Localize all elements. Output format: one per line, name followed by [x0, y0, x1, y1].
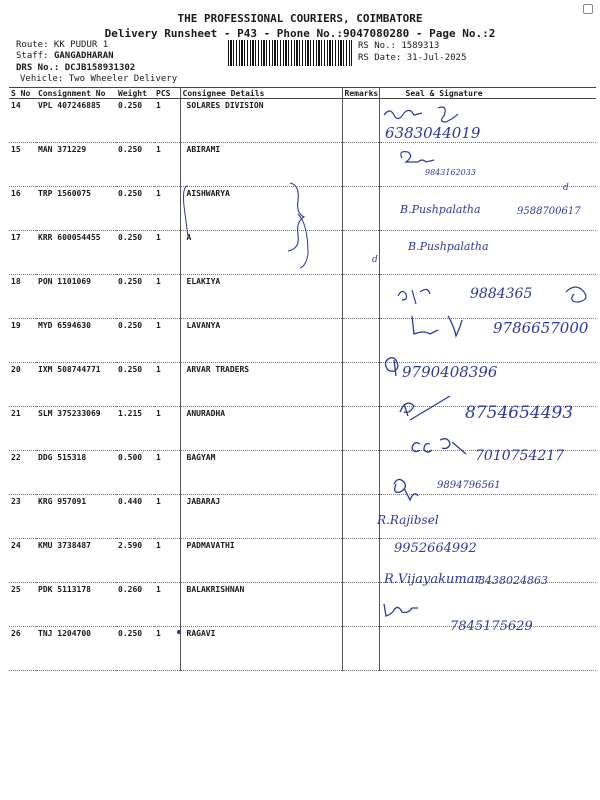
- cell-consignee: RAGAVI: [180, 627, 342, 671]
- cell-remarks: [342, 231, 379, 275]
- cell-consignee: JABARAJ: [180, 495, 342, 539]
- cell-remarks: [342, 143, 379, 187]
- cell-sno: 24: [9, 539, 36, 583]
- cell-consignment-no: TNJ 1204700: [36, 627, 116, 671]
- cell-consignee: LAVANYA: [180, 319, 342, 363]
- table-header-row: [9, 88, 596, 99]
- handwritten-name: R.Vijayakumar: [384, 572, 481, 587]
- table-row: [9, 583, 596, 627]
- cell-signature: [379, 99, 596, 143]
- cell-pcs: 1: [154, 99, 180, 143]
- cell-consignment-no: VPL 407246885: [36, 99, 116, 143]
- table-row: [9, 451, 596, 495]
- cell-consignment-no: DDG 515318: [36, 451, 116, 495]
- table-row: [9, 143, 596, 187]
- cell-weight: 0.250: [116, 275, 154, 319]
- cell-consignee: PADMAVATHI: [180, 539, 342, 583]
- cell-consignee: ABIRAMI: [180, 143, 342, 187]
- handwritten-phone: 6383044019: [385, 124, 481, 142]
- cell-signature: [379, 539, 596, 583]
- tick-mark: d: [563, 183, 569, 193]
- runsheet-subtitle: Delivery Runsheet - P43 - Phone No.:9047080280 - Page No.:2: [104, 27, 496, 40]
- handwritten-phone: 9790408396: [402, 363, 498, 381]
- handwritten-phone: 7010754217: [475, 448, 565, 464]
- cell-weight: 0.250: [116, 99, 154, 143]
- handwritten-phone: 9843162033: [425, 168, 476, 177]
- barcode-image: [228, 40, 352, 66]
- cell-sno: 17: [9, 231, 36, 275]
- handwritten-phone: 7845175629: [450, 619, 533, 634]
- cell-pcs: 1: [154, 451, 180, 495]
- cell-weight: 0.250: [116, 187, 154, 231]
- cell-sno: 16: [9, 187, 36, 231]
- cell-signature: [379, 143, 596, 187]
- cell-signature: [379, 231, 596, 275]
- handwritten-name: B.Pushpalatha: [408, 240, 489, 253]
- cell-consignee: BALAKRISHNAN: [180, 583, 342, 627]
- cell-consignment-no: KRR 600054455: [36, 231, 116, 275]
- cell-signature: [379, 407, 596, 451]
- staff-line: [16, 51, 114, 61]
- cell-weight: 0.250: [116, 231, 154, 275]
- cell-consignee: A: [180, 231, 342, 275]
- table-row: [9, 99, 596, 143]
- col-header-pcs: PCS: [154, 88, 180, 99]
- document-title: THE PROFESSIONAL COURIERS, COIMBATORE: [177, 12, 423, 25]
- staff-label: Staff:: [16, 51, 54, 61]
- table-row: [9, 275, 596, 319]
- cell-weight: 1.215: [116, 407, 154, 451]
- cell-weight: 0.440: [116, 495, 154, 539]
- cell-consignee: ELAKIYA: [180, 275, 342, 319]
- col-header-weight: Weight: [116, 88, 154, 99]
- cell-consignment-no: KMU 3738487: [36, 539, 116, 583]
- cell-remarks: [342, 319, 379, 363]
- table-row: [9, 407, 596, 451]
- cell-signature: [379, 451, 596, 495]
- cell-remarks: [342, 627, 379, 671]
- runsheet-table: [9, 87, 596, 671]
- cell-consignee: SOLARES DIVISION: [180, 99, 342, 143]
- cell-consignee: ANURADHA: [180, 407, 342, 451]
- cell-pcs: 1: [154, 187, 180, 231]
- cell-consignee: AISHWARYA: [180, 187, 342, 231]
- cell-consignment-no: TRP 1560075: [36, 187, 116, 231]
- cell-pcs: 1: [154, 627, 180, 671]
- cell-consignment-no: SLM 375233069: [36, 407, 116, 451]
- col-header-remarks: Remarks: [342, 88, 379, 99]
- cell-weight: 0.250: [116, 143, 154, 187]
- route-text: Route: KK PUDUR 1: [16, 40, 109, 50]
- cell-pcs: 1: [154, 583, 180, 627]
- cell-remarks: [342, 451, 379, 495]
- cell-weight: 0.250: [116, 319, 154, 363]
- cell-signature: [379, 275, 596, 319]
- cell-sno: 15: [9, 143, 36, 187]
- cell-sno: 19: [9, 319, 36, 363]
- cell-consignment-no: MAN 371229: [36, 143, 116, 187]
- drs-number: DRS No.: DCJB158931302: [16, 63, 136, 73]
- cell-sno: 23: [9, 495, 36, 539]
- cell-sno: 20: [9, 363, 36, 407]
- cell-sno: 14: [9, 99, 36, 143]
- cell-pcs: 1: [154, 495, 180, 539]
- cell-pcs: 1: [154, 319, 180, 363]
- table-row: [9, 539, 596, 583]
- table-row: [9, 495, 596, 539]
- cell-remarks: [342, 275, 379, 319]
- handwritten-name: B.Pushpalatha: [400, 203, 481, 216]
- cell-remarks: [342, 495, 379, 539]
- table-row: [9, 627, 596, 671]
- cell-pcs: 1: [154, 143, 180, 187]
- cell-pcs: 1: [154, 407, 180, 451]
- cell-consignment-no: KRG 957091: [36, 495, 116, 539]
- cell-pcs: 1: [154, 363, 180, 407]
- handwritten-phone: 9588700617: [517, 206, 581, 217]
- cell-sno: 21: [9, 407, 36, 451]
- cell-remarks: [342, 583, 379, 627]
- cell-signature: [379, 627, 596, 671]
- cell-remarks: [342, 407, 379, 451]
- handwritten-phone: 9884365: [470, 286, 533, 302]
- handwritten-phone: 9786657000: [493, 319, 589, 337]
- cell-remarks: [342, 363, 379, 407]
- cell-signature: [379, 583, 596, 627]
- cell-consignee: BAGYAM: [180, 451, 342, 495]
- handwritten-phone: 9952664992: [394, 541, 477, 556]
- col-header-consignment: Consignment No: [36, 88, 116, 99]
- handwritten-phone: 8438024863: [478, 574, 548, 587]
- tick-mark: d: [372, 255, 378, 265]
- cell-weight: 0.250: [116, 363, 154, 407]
- cell-remarks: [342, 187, 379, 231]
- col-header-consignee: Consignee Details: [180, 88, 342, 99]
- cell-consignment-no: MYD 6594630: [36, 319, 116, 363]
- col-header-sno: S No: [9, 88, 36, 99]
- staff-name: GANGADHARAN: [53, 51, 114, 61]
- handwritten-phone: 9894796561: [437, 480, 501, 491]
- cell-sno: 26: [9, 627, 36, 671]
- cell-sno: 25: [9, 583, 36, 627]
- table-row: [9, 187, 596, 231]
- handwritten-phone: 8754654493: [465, 403, 574, 423]
- cell-weight: 0.500: [116, 451, 154, 495]
- cell-consignment-no: PON 1101069: [36, 275, 116, 319]
- cell-consignment-no: IXM 508744771: [36, 363, 116, 407]
- cell-consignee: ARVAR TRADERS: [180, 363, 342, 407]
- col-header-signature: Seal & Signature: [379, 88, 596, 99]
- cell-weight: 0.250: [116, 627, 154, 671]
- table-row: [9, 231, 596, 275]
- cell-pcs: 1: [154, 231, 180, 275]
- cell-sno: 18: [9, 275, 36, 319]
- cell-sno: 22: [9, 451, 36, 495]
- cell-signature: [379, 187, 596, 231]
- cell-signature: [379, 495, 596, 539]
- rs-date: RS Date: 31-Jul-2025: [358, 53, 467, 63]
- handwritten-name: R.Rajibsel: [377, 513, 439, 527]
- cell-pcs: 1: [154, 539, 180, 583]
- cell-consignment-no: PDK 5113178: [36, 583, 116, 627]
- table-row: [9, 319, 596, 363]
- cell-remarks: [342, 99, 379, 143]
- cell-weight: 0.260: [116, 583, 154, 627]
- cell-signature: [379, 363, 596, 407]
- table-row: [9, 363, 596, 407]
- cell-signature: [379, 319, 596, 363]
- vehicle-type: Vehicle: Two Wheeler Delivery: [20, 74, 178, 84]
- cell-pcs: 1: [154, 275, 180, 319]
- rs-number: RS No.: 1589313: [358, 41, 440, 51]
- cell-weight: 2.590: [116, 539, 154, 583]
- cell-remarks: [342, 539, 379, 583]
